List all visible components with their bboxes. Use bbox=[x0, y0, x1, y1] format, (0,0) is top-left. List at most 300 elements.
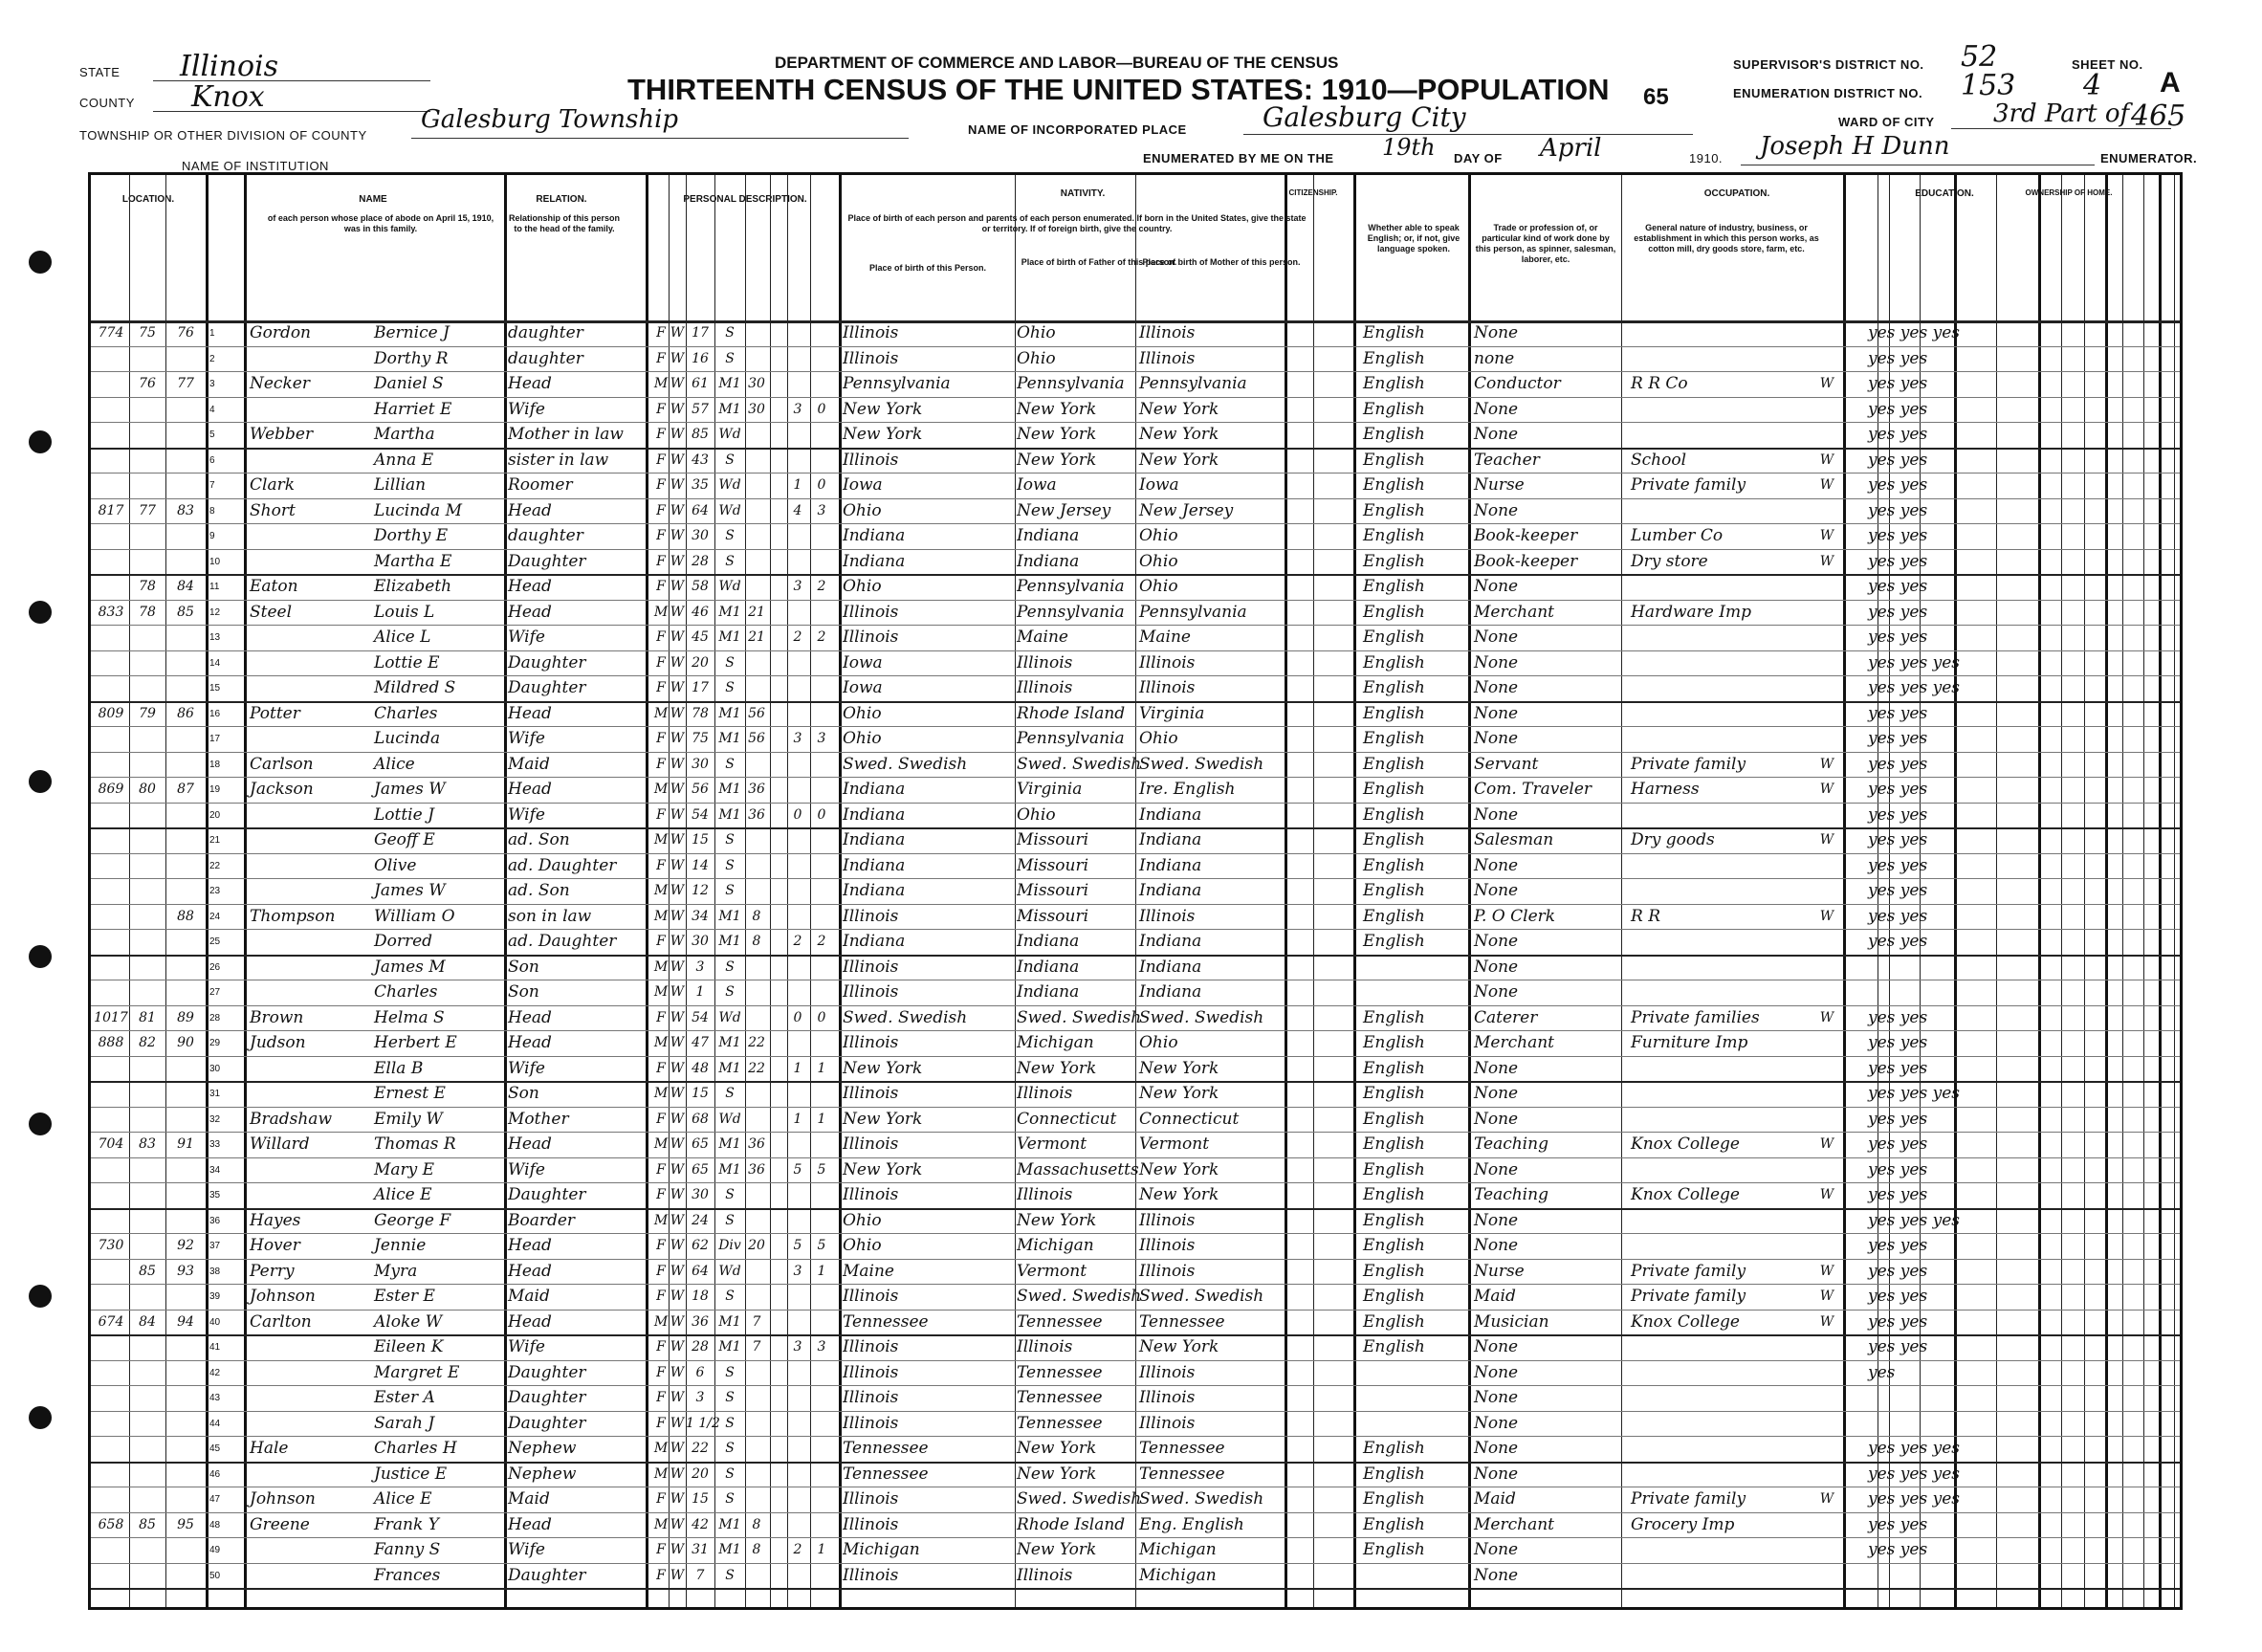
cell-trade: None bbox=[1474, 982, 1519, 1002]
cell-age: 85 bbox=[692, 427, 709, 442]
row-number: 35 bbox=[209, 1190, 221, 1200]
cell-fbp: Michigan bbox=[1017, 1033, 1094, 1052]
cell-emp: W bbox=[1819, 1187, 1834, 1202]
enumeration-day: 19th bbox=[1382, 134, 1436, 161]
cell-bp: Illinois bbox=[843, 1134, 899, 1154]
cell-given: Eileen K bbox=[374, 1337, 444, 1356]
cell-race: W bbox=[670, 1313, 685, 1330]
cell-lang: English bbox=[1363, 348, 1425, 368]
row-number: 46 bbox=[209, 1468, 221, 1480]
cell-age: 28 bbox=[692, 1339, 709, 1355]
row-number: 25 bbox=[209, 936, 221, 947]
cell-marital: M1 bbox=[718, 376, 741, 391]
header-nativity-note: Place of birth of each person and parents of each person enumerated. If born in the United States, give the state or territory. If of foreign birth, give the country. bbox=[847, 213, 1307, 233]
cell-fbp: Missouri bbox=[1017, 881, 1089, 900]
cell-lang: English bbox=[1363, 577, 1425, 596]
cell-sex: F bbox=[656, 629, 666, 645]
cell-age: 6 bbox=[695, 1364, 705, 1380]
cell-emp: W bbox=[1819, 528, 1834, 543]
cell-fbp: Indiana bbox=[1017, 551, 1080, 571]
row-number: 47 bbox=[209, 1494, 221, 1505]
cell-read: yes yes bbox=[1868, 855, 1928, 875]
column-rule bbox=[2084, 175, 2085, 1607]
cell-race: W bbox=[670, 1390, 685, 1405]
cell-lang: English bbox=[1363, 932, 1425, 951]
row-number: 40 bbox=[209, 1316, 221, 1328]
column-rule bbox=[2122, 175, 2123, 1607]
cell-mbp: Indiana bbox=[1139, 855, 1202, 875]
cell-read: yes yes bbox=[1868, 754, 1928, 774]
cell-emp: W bbox=[1819, 908, 1834, 924]
cell-age: 58 bbox=[692, 579, 709, 594]
enumeration-month: April bbox=[1540, 134, 1602, 163]
cell-given: Ester E bbox=[374, 1287, 435, 1306]
cell-mbp: Vermont bbox=[1139, 1134, 1210, 1154]
cell-born: 2 bbox=[793, 1542, 802, 1557]
cell-relation: Head bbox=[508, 602, 552, 622]
cell-marital: M1 bbox=[718, 1339, 741, 1355]
cell-trade: Salesman bbox=[1474, 830, 1554, 849]
cell-living: 0 bbox=[817, 401, 826, 417]
cell-marital: S bbox=[725, 452, 735, 468]
cell-age: 62 bbox=[692, 1238, 709, 1253]
cell-lang: English bbox=[1363, 881, 1425, 900]
cell-lang: English bbox=[1363, 1464, 1425, 1484]
cell-given: Alice E bbox=[374, 1489, 432, 1509]
cell-bp: Illinois bbox=[843, 323, 899, 342]
cell-race: W bbox=[670, 654, 685, 671]
cell-race: W bbox=[670, 832, 685, 848]
header-relation-desc: Relationship of this person to the head of the family. bbox=[508, 213, 620, 233]
cell-race: W bbox=[670, 908, 685, 924]
cell-given: Anna E bbox=[374, 450, 434, 470]
cell-bp: Illinois bbox=[843, 982, 899, 1002]
cell-years: 21 bbox=[748, 604, 765, 620]
cell-fbp: Connecticut bbox=[1017, 1109, 1117, 1129]
cell-bp: Indiana bbox=[843, 881, 906, 900]
cell-relation: Head bbox=[508, 1007, 552, 1027]
supervisor-district-label: SUPERVISOR'S DISTRICT NO. bbox=[1733, 57, 1924, 72]
cell-living: 1 bbox=[817, 1060, 826, 1076]
cell-sex: M bbox=[653, 604, 669, 620]
cell-dwelling: 76 bbox=[139, 376, 156, 391]
cell-trade: Book-keeper bbox=[1474, 551, 1578, 571]
cell-surname: Steel bbox=[250, 602, 293, 622]
cell-surname: Short bbox=[250, 500, 296, 520]
cell-mbp: Illinois bbox=[1139, 1388, 1196, 1407]
cell-mbp: Illinois bbox=[1139, 1236, 1196, 1255]
cell-surname: Eaton bbox=[250, 577, 298, 596]
cell-surname: Willard bbox=[250, 1134, 310, 1154]
cell-race: W bbox=[670, 934, 685, 949]
cell-sex: M bbox=[653, 1465, 669, 1482]
cell-read: yes yes bbox=[1868, 881, 1928, 900]
cell-read: yes yes yes bbox=[1868, 1464, 1960, 1484]
cell-read: yes yes yes bbox=[1868, 1439, 1960, 1458]
cell-fbp: Indiana bbox=[1017, 982, 1080, 1002]
cell-emp: W bbox=[1819, 452, 1834, 468]
cell-sex: F bbox=[656, 756, 666, 772]
cell-house: 658 bbox=[98, 1516, 124, 1532]
cell-bp: Pennsylvania bbox=[843, 374, 951, 393]
cell-sex: F bbox=[656, 654, 666, 671]
cell-lang: English bbox=[1363, 780, 1425, 799]
cell-given: Louis L bbox=[374, 602, 435, 622]
cell-relation: Son bbox=[508, 1084, 539, 1103]
cell-sex: M bbox=[653, 984, 669, 1000]
cell-fbp: Pennsylvania bbox=[1017, 577, 1125, 596]
row-number: 22 bbox=[209, 860, 221, 871]
cell-sex: M bbox=[653, 1516, 669, 1532]
cell-read: yes yes bbox=[1868, 1185, 1928, 1204]
row-number: 43 bbox=[209, 1393, 221, 1403]
cell-born: 4 bbox=[793, 502, 802, 518]
cell-mbp: New York bbox=[1139, 425, 1219, 444]
cell-relation: Maid bbox=[508, 754, 550, 774]
cell-trade: Teaching bbox=[1474, 1134, 1548, 1154]
cell-mbp: Illinois bbox=[1139, 906, 1196, 926]
cell-given: Lillian bbox=[374, 475, 427, 495]
cell-mbp: Illinois bbox=[1139, 323, 1196, 342]
cell-relation: Roomer bbox=[508, 475, 573, 495]
cell-born: 2 bbox=[793, 934, 802, 949]
cell-race: W bbox=[670, 1086, 685, 1101]
cell-read: yes yes bbox=[1868, 450, 1928, 470]
cell-mbp: Swed. Swedish bbox=[1139, 1489, 1264, 1509]
cell-given: Frances bbox=[374, 1565, 441, 1585]
cell-mbp: Indiana bbox=[1139, 957, 1202, 977]
cell-read: yes yes bbox=[1868, 1514, 1928, 1534]
cell-family: 87 bbox=[177, 782, 194, 797]
cell-mbp: Illinois bbox=[1139, 1362, 1196, 1382]
cell-marital: M1 bbox=[718, 401, 741, 417]
cell-trade: None bbox=[1474, 957, 1519, 977]
cell-industry: Lumber Co bbox=[1631, 526, 1724, 545]
cell-sex: F bbox=[656, 1238, 666, 1253]
cell-mbp: Indiana bbox=[1139, 804, 1202, 825]
cell-sex: M bbox=[653, 376, 669, 391]
cell-dwelling: 78 bbox=[139, 604, 156, 620]
cell-sex: F bbox=[656, 1289, 666, 1304]
cell-fbp: Ohio bbox=[1017, 323, 1056, 342]
cell-age: 20 bbox=[692, 654, 709, 671]
cell-read: yes yes bbox=[1868, 551, 1928, 571]
cell-fbp: Missouri bbox=[1017, 830, 1089, 849]
cell-sex: F bbox=[656, 1060, 666, 1076]
cell-sex: M bbox=[653, 958, 669, 975]
cell-lang: English bbox=[1363, 628, 1425, 647]
row-number: 29 bbox=[209, 1038, 221, 1048]
cell-mbp: Illinois bbox=[1139, 1210, 1196, 1230]
punch-hole bbox=[29, 945, 52, 968]
cell-sex: F bbox=[656, 401, 666, 417]
cell-years: 22 bbox=[748, 1060, 765, 1076]
cell-sex: M bbox=[653, 1212, 669, 1228]
cell-mbp: Virginia bbox=[1139, 703, 1205, 723]
cell-lang: English bbox=[1363, 678, 1425, 697]
cell-fbp: Vermont bbox=[1017, 1261, 1087, 1281]
census-grid bbox=[88, 172, 2183, 1610]
day-of-label: DAY OF bbox=[1454, 151, 1503, 165]
cell-living: 0 bbox=[817, 1009, 826, 1025]
cell-race: W bbox=[670, 857, 685, 873]
cell-family: 85 bbox=[177, 604, 194, 620]
cell-marital: S bbox=[725, 1086, 735, 1101]
group-nativity: NATIVITY. bbox=[1060, 188, 1106, 199]
cell-sex: M bbox=[653, 883, 669, 898]
cell-mbp: Ire. English bbox=[1139, 780, 1236, 799]
cell-relation: Head bbox=[508, 780, 552, 799]
cell-sex: F bbox=[656, 806, 666, 823]
cell-trade: None bbox=[1474, 804, 1519, 825]
cell-dwelling: 81 bbox=[139, 1009, 156, 1025]
cell-industry: Private families bbox=[1631, 1007, 1760, 1027]
sheet-letter: A bbox=[2160, 67, 2181, 99]
cell-relation: Head bbox=[508, 577, 552, 596]
cell-race: W bbox=[670, 680, 685, 695]
cell-years: 21 bbox=[748, 629, 765, 645]
cell-relation: Wife bbox=[508, 729, 545, 748]
cell-trade: None bbox=[1474, 1565, 1519, 1585]
supervisor-district-value: 52 bbox=[1961, 40, 1998, 74]
cell-family: 76 bbox=[177, 325, 194, 341]
cell-living: 3 bbox=[817, 731, 826, 746]
cell-marital: M1 bbox=[718, 908, 741, 924]
cell-race: W bbox=[670, 1415, 685, 1431]
cell-lang: English bbox=[1363, 1236, 1425, 1255]
cell-age: 16 bbox=[692, 350, 709, 366]
cell-fbp: Iowa bbox=[1017, 475, 1057, 495]
cell-marital: M1 bbox=[718, 604, 741, 620]
cell-dwelling: 79 bbox=[139, 705, 156, 721]
cell-age: 15 bbox=[692, 1086, 709, 1101]
cell-relation: Head bbox=[508, 1514, 552, 1534]
cell-relation: Mother in law bbox=[508, 425, 624, 444]
cell-age: 78 bbox=[692, 705, 709, 721]
cell-mbp: Indiana bbox=[1139, 830, 1202, 849]
cell-marital: S bbox=[725, 1465, 735, 1482]
cell-bp: Ohio bbox=[843, 500, 882, 520]
cell-surname: Necker bbox=[250, 374, 310, 393]
cell-marital: S bbox=[725, 654, 735, 671]
cell-race: W bbox=[670, 452, 685, 468]
cell-industry: Grocery Imp bbox=[1631, 1514, 1735, 1534]
cell-surname: Perry bbox=[250, 1261, 295, 1281]
cell-lang: English bbox=[1363, 1210, 1425, 1230]
cell-trade: Merchant bbox=[1474, 602, 1554, 622]
cell-bp: Illinois bbox=[843, 348, 899, 368]
cell-trade: None bbox=[1474, 855, 1519, 875]
row-number: 10 bbox=[209, 556, 221, 567]
cell-lang: English bbox=[1363, 500, 1425, 520]
column-rule bbox=[1843, 175, 1846, 1607]
cell-relation: Daughter bbox=[508, 1362, 586, 1382]
row-number: 41 bbox=[209, 1342, 221, 1353]
row-number: 34 bbox=[209, 1164, 221, 1176]
cell-born: 3 bbox=[793, 731, 802, 746]
cell-age: 24 bbox=[692, 1212, 709, 1228]
cell-born: 3 bbox=[793, 401, 802, 417]
cell-born: 0 bbox=[793, 806, 802, 823]
cell-emp: W bbox=[1819, 553, 1834, 569]
cell-living: 5 bbox=[817, 1161, 826, 1178]
cell-mbp: Swed. Swedish bbox=[1139, 1287, 1264, 1306]
cell-mbp: Michigan bbox=[1139, 1565, 1217, 1585]
cell-race: W bbox=[670, 1238, 685, 1253]
cell-given: Emily W bbox=[374, 1109, 443, 1129]
cell-years: 30 bbox=[748, 376, 765, 391]
cell-bp: Illinois bbox=[843, 1337, 899, 1356]
cell-fbp: Ohio bbox=[1017, 348, 1056, 368]
cell-dwelling: 75 bbox=[139, 325, 156, 341]
cell-given: Olive bbox=[374, 855, 417, 875]
header-birth-mother: Place of birth of Mother of this person. bbox=[1142, 257, 1301, 267]
cell-given: Martha E bbox=[374, 551, 452, 571]
cell-race: W bbox=[670, 1136, 685, 1152]
cell-relation: Head bbox=[508, 1311, 552, 1332]
cell-family: 91 bbox=[177, 1136, 194, 1152]
cell-lang: English bbox=[1363, 729, 1425, 748]
row-number: 19 bbox=[209, 784, 221, 795]
cell-fbp: New York bbox=[1017, 399, 1097, 419]
cell-house: 817 bbox=[98, 502, 124, 518]
cell-read: yes yes bbox=[1868, 1236, 1928, 1255]
cell-given: Geoff E bbox=[374, 830, 435, 849]
cell-surname: Judson bbox=[250, 1033, 306, 1052]
cell-age: 30 bbox=[692, 934, 709, 949]
cell-race: W bbox=[670, 731, 685, 746]
cell-given: Jennie bbox=[374, 1236, 427, 1255]
cell-race: W bbox=[670, 1212, 685, 1228]
row-number: 32 bbox=[209, 1113, 221, 1125]
cell-race: W bbox=[670, 705, 685, 721]
cell-relation: Wife bbox=[508, 399, 545, 419]
cell-bp: Tennessee bbox=[843, 1439, 929, 1458]
cell-fbp: Illinois bbox=[1017, 1337, 1073, 1356]
column-rule bbox=[504, 175, 507, 1607]
punch-hole bbox=[29, 1112, 52, 1135]
row-number: 39 bbox=[209, 1291, 221, 1302]
cell-years: 56 bbox=[748, 731, 765, 746]
cell-age: 47 bbox=[692, 1035, 709, 1050]
cell-bp: Illinois bbox=[843, 1362, 899, 1382]
group-occupation: OCCUPATION. bbox=[1703, 188, 1770, 199]
cell-mbp: New York bbox=[1139, 1337, 1219, 1356]
cell-mbp: Eng. English bbox=[1139, 1514, 1244, 1534]
cell-lang: English bbox=[1363, 1540, 1425, 1559]
punch-hole bbox=[29, 770, 52, 793]
cell-fbp: New York bbox=[1017, 1210, 1097, 1230]
cell-emp: W bbox=[1819, 1263, 1834, 1279]
cell-family: 86 bbox=[177, 705, 194, 721]
cell-relation: son in law bbox=[508, 906, 592, 926]
cell-trade: None bbox=[1474, 881, 1519, 900]
cell-trade: Nurse bbox=[1474, 1261, 1525, 1281]
row-number: 11 bbox=[209, 582, 220, 592]
cell-relation: ad. Daughter bbox=[508, 855, 617, 875]
row-number: 31 bbox=[209, 1089, 221, 1099]
row-number: 49 bbox=[209, 1545, 221, 1555]
cell-trade: none bbox=[1474, 348, 1515, 368]
cell-industry: Hardware Imp bbox=[1631, 602, 1751, 622]
cell-lang: English bbox=[1363, 1007, 1425, 1027]
row-number: 9 bbox=[209, 531, 215, 541]
cell-sex: M bbox=[653, 1086, 669, 1101]
cell-mbp: Swed. Swedish bbox=[1139, 754, 1264, 774]
cell-surname: Johnson bbox=[250, 1489, 316, 1509]
cell-sex: F bbox=[656, 528, 666, 543]
row-number: 3 bbox=[209, 379, 215, 389]
cell-trade: Servant bbox=[1474, 754, 1539, 774]
cell-given: Helma S bbox=[374, 1007, 445, 1027]
cell-given: Mildred S bbox=[374, 678, 456, 697]
cell-lang: English bbox=[1363, 1159, 1425, 1179]
cell-trade: None bbox=[1474, 1540, 1519, 1559]
cell-industry: Knox College bbox=[1631, 1185, 1740, 1204]
cell-house: 674 bbox=[98, 1313, 124, 1330]
cell-fbp: Tennessee bbox=[1017, 1362, 1103, 1382]
cell-bp: Indiana bbox=[843, 830, 906, 849]
cell-read: yes bbox=[1868, 1362, 1896, 1382]
cell-relation: Head bbox=[508, 1261, 552, 1281]
cell-age: 7 bbox=[695, 1567, 705, 1583]
cell-age: 64 bbox=[692, 502, 709, 518]
column-rule bbox=[206, 175, 209, 1607]
cell-bp: Illinois bbox=[843, 1388, 899, 1407]
cell-sex: F bbox=[656, 1491, 666, 1507]
cell-surname: Johnson bbox=[250, 1287, 316, 1306]
cell-marital: S bbox=[725, 756, 735, 772]
column-rule bbox=[2061, 175, 2062, 1607]
column-rule bbox=[770, 175, 771, 1607]
cell-race: W bbox=[670, 629, 685, 645]
row-number: 14 bbox=[209, 657, 221, 669]
cell-bp: Tennessee bbox=[843, 1464, 929, 1484]
cell-read: yes yes bbox=[1868, 1337, 1928, 1356]
column-rule bbox=[2159, 175, 2162, 1607]
cell-bp: Ohio bbox=[843, 577, 882, 596]
cell-born: 1 bbox=[793, 1111, 802, 1127]
cell-lang: English bbox=[1363, 1084, 1425, 1103]
cell-bp: Illinois bbox=[843, 1489, 899, 1509]
cell-marital: M1 bbox=[718, 705, 741, 721]
cell-surname: Gordon bbox=[250, 323, 312, 342]
cell-race: W bbox=[670, 1441, 685, 1456]
row-number: 45 bbox=[209, 1443, 221, 1454]
cell-read: yes yes bbox=[1868, 399, 1928, 419]
cell-marital: S bbox=[725, 325, 735, 341]
cell-read: yes yes bbox=[1868, 348, 1928, 368]
cell-mbp: New York bbox=[1139, 450, 1219, 470]
group-location: LOCATION. bbox=[121, 194, 175, 205]
cell-sex: F bbox=[656, 1161, 666, 1178]
cell-race: W bbox=[670, 1339, 685, 1355]
cell-read: yes yes bbox=[1868, 475, 1928, 495]
cell-bp: Indiana bbox=[843, 932, 906, 951]
column-rule bbox=[1015, 175, 1016, 1607]
cell-given: Bernice J bbox=[374, 323, 450, 342]
cell-marital: S bbox=[725, 553, 735, 569]
cell-living: 2 bbox=[817, 579, 826, 594]
cell-house: 869 bbox=[98, 782, 124, 797]
row-number: 28 bbox=[209, 1012, 221, 1024]
cell-bp: Swed. Swedish bbox=[843, 1007, 968, 1027]
cell-sex: F bbox=[656, 1009, 666, 1025]
cell-years: 36 bbox=[748, 1136, 765, 1152]
cell-family: 88 bbox=[177, 908, 194, 924]
cell-sex: F bbox=[656, 934, 666, 949]
cell-bp: Iowa bbox=[843, 678, 883, 697]
